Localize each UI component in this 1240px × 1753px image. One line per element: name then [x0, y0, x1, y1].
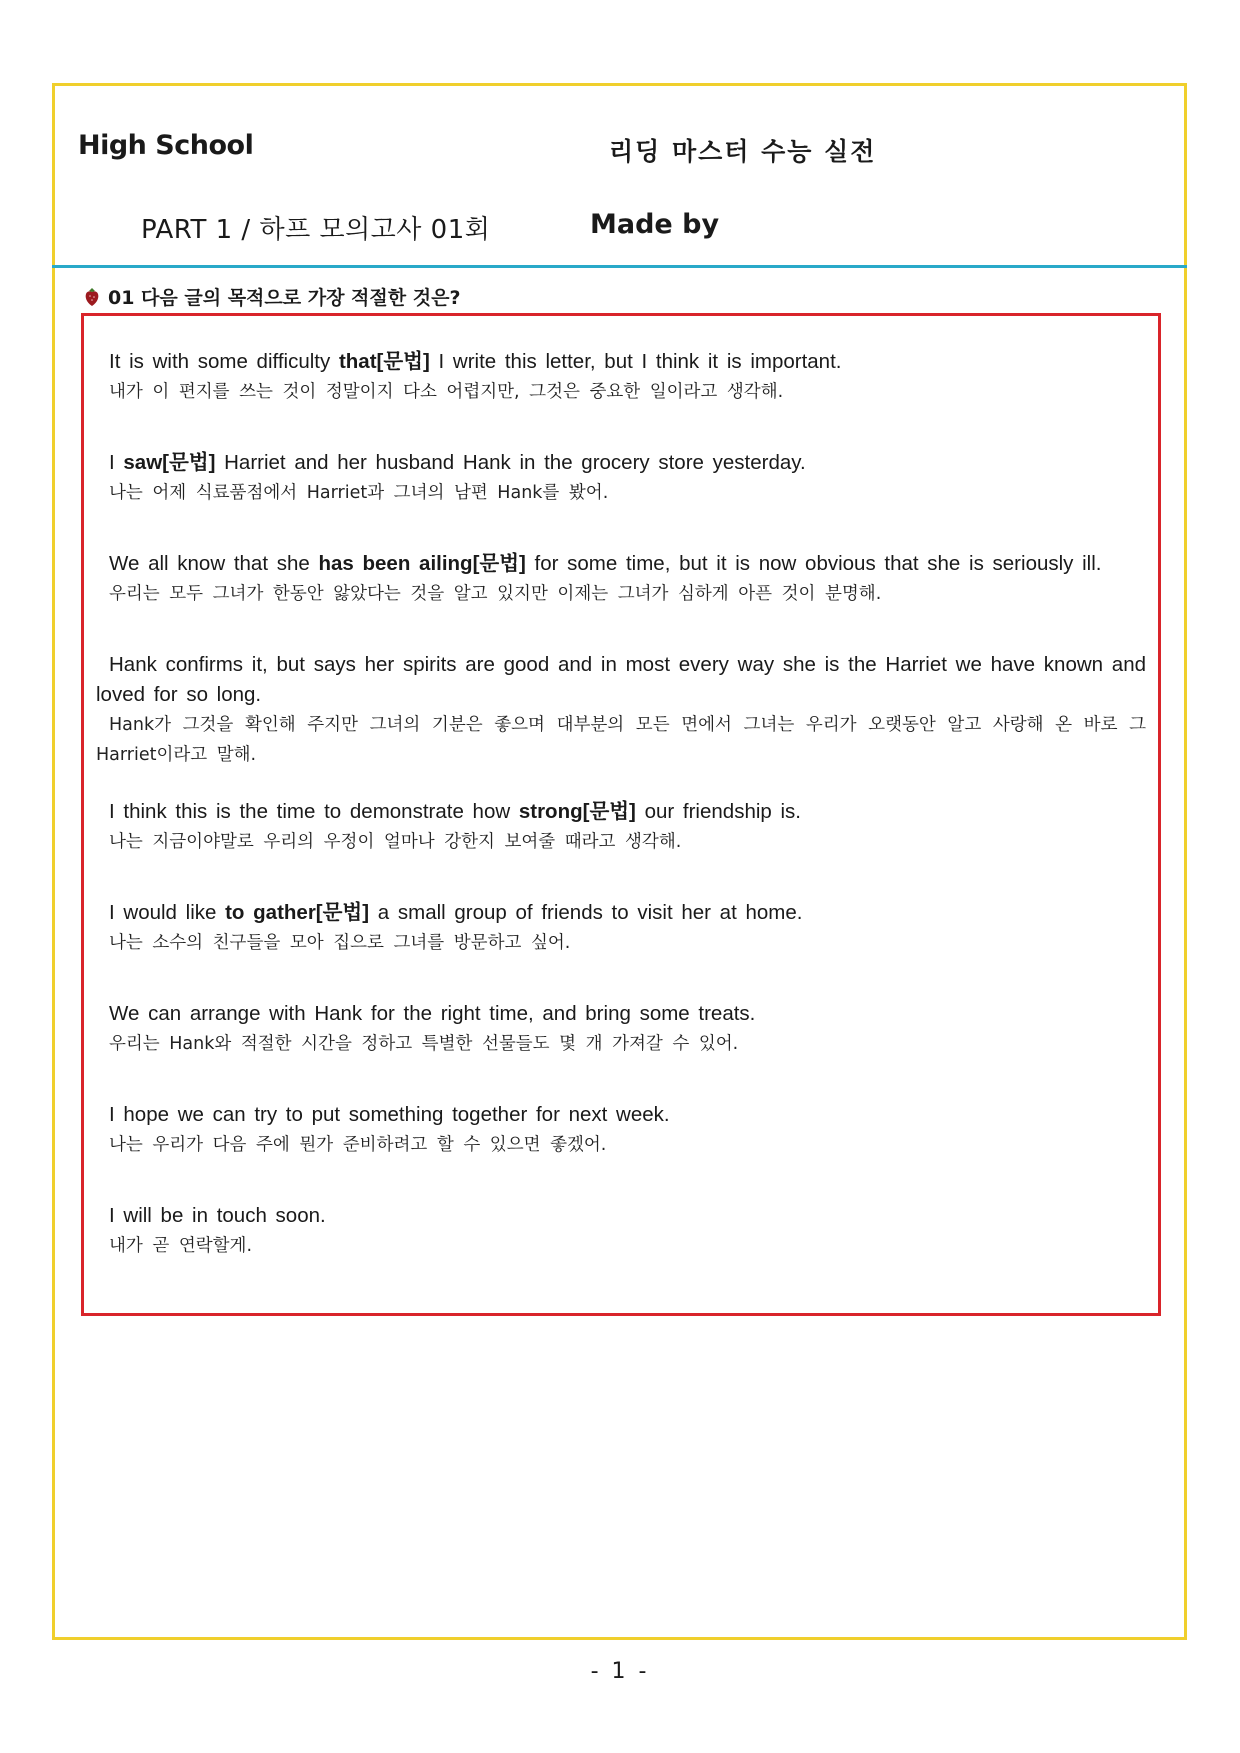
header-divider [52, 265, 1187, 268]
english-sentence [96, 797, 1146, 827]
korean-translation: 우리는 모두 그녀가 한동안 앓았다는 것을 알고 있지만 이제는 그녀가 심하게 아픈 것이 분명해. [109, 584, 882, 604]
sentence-pair [96, 1201, 1146, 1261]
sentence-text: Hank confirms it, but says her spirits are good and in most every way she is the Harriet we have known and loved for so long. [96, 653, 1146, 706]
grammar-point: has been ailing[문법] [318, 552, 526, 575]
korean-translation: 나는 우리가 다음 주에 뭔가 준비하려고 할 수 있으면 좋겠어. [109, 1135, 607, 1155]
english-sentence [96, 898, 1146, 928]
page-number: - 1 - [590, 1659, 650, 1684]
sentence-pair [96, 898, 1146, 958]
sentence-text: I would like [109, 901, 226, 924]
english-sentence [96, 999, 1146, 1029]
sentence-pair [96, 797, 1146, 857]
sentence-pair [96, 549, 1146, 609]
sentence-text: I hope we can try to put something together for next week. [109, 1103, 670, 1126]
grammar-point: that[문법] [338, 350, 430, 373]
korean-translation: 나는 지금이야말로 우리의 우정이 얼마나 강한지 보여줄 때라고 생각해. [109, 832, 682, 852]
grammar-point: to gather[문법] [225, 901, 370, 924]
sentence-text: We all know that she [109, 552, 319, 575]
sentence-text: I [109, 451, 124, 474]
korean-translation: 우리는 Hank와 적절한 시간을 정하고 특별한 선물들도 몇 개 가져갈 수 있어. [109, 1034, 739, 1054]
sentence-pair [96, 1100, 1146, 1160]
sentence-text: It is with some difficulty [109, 350, 339, 373]
sentence-text: We can arrange with Hank for the right time, and bring some treats. [109, 1002, 756, 1025]
english-sentence [96, 1201, 1146, 1231]
part-title: PART 1 / 하프 모의고사 01회 [141, 215, 491, 245]
sentence-pair [96, 448, 1146, 508]
korean-translation: Hank가 그것을 확인해 주지만 그녀의 기분은 좋으며 대부분의 모든 면에서 그녀는 우리가 오랫동안 알고 사랑해 온 바로 그 Harriet이라고 말해. [96, 715, 1146, 765]
sentence-text: I write this letter, but I think it is important. [429, 350, 842, 373]
sentence-text: Harriet and her husband Hank in the grocery store yesterday. [215, 451, 806, 474]
sentence-text: I think this is the time to demonstrate how [109, 800, 519, 823]
question [84, 283, 460, 310]
english-sentence [96, 549, 1146, 579]
book-title: 리딩 마스터 수능 실전 [609, 137, 877, 166]
english-sentence [96, 448, 1146, 478]
sentence-text: for some time, but it is now obvious that she is seriously ill. [525, 552, 1102, 575]
sentence-text: I will be in touch soon. [109, 1204, 326, 1227]
sentence-pair [96, 999, 1146, 1059]
grammar-point: saw[문법] [123, 451, 216, 474]
korean-translation: 내가 곧 연락할게. [109, 1236, 253, 1256]
question-text: 01 다음 글의 목적으로 가장 적절한 것은? [108, 287, 461, 309]
sentence-pair [96, 650, 1146, 770]
english-sentence [96, 650, 1146, 710]
school-level: High School [78, 130, 254, 161]
korean-translation: 나는 어제 식료품점에서 Harriet과 그녀의 남편 Hank를 봤어. [109, 483, 609, 503]
sentence-text: a small group of friends to visit her at home. [369, 901, 803, 924]
sentence-text: our friendship is. [635, 800, 801, 823]
strawberry-icon [84, 287, 100, 307]
passage-box [81, 313, 1161, 1316]
sentence-pair [96, 347, 1146, 407]
korean-translation: 내가 이 편지를 쓰는 것이 정말이지 다소 어렵지만, 그것은 중요한 일이라고 생각해. [109, 382, 784, 402]
korean-translation: 나는 소수의 친구들을 모아 집으로 그녀를 방문하고 싶어. [109, 933, 571, 953]
english-sentence [96, 347, 1146, 377]
english-sentence [96, 1100, 1146, 1130]
made-by: Made by [590, 209, 720, 240]
grammar-point: strong[문법] [518, 800, 636, 823]
